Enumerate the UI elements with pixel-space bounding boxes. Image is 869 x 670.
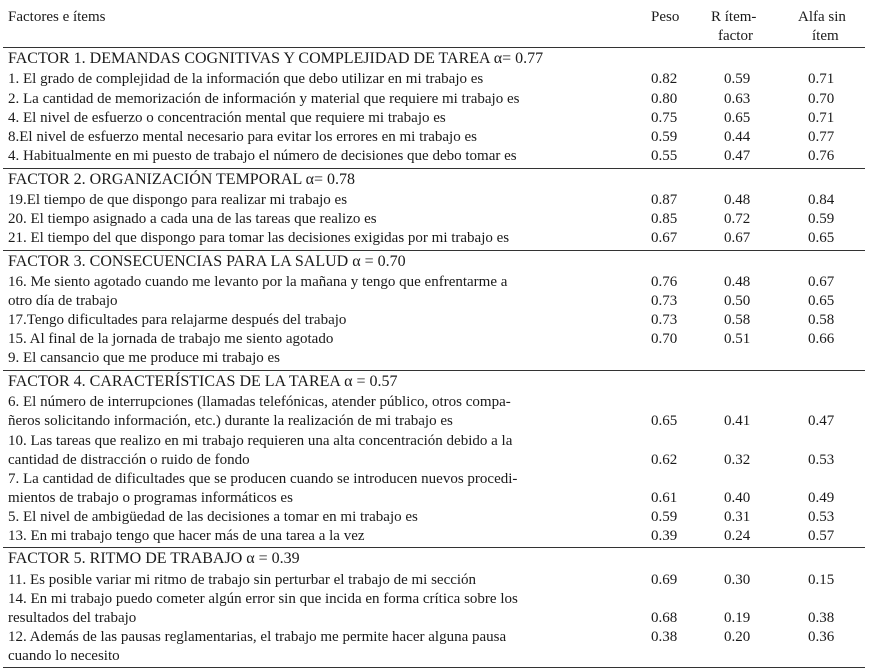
r-value: 0.19 (724, 610, 751, 626)
peso-value: 0.73 (651, 312, 678, 328)
peso-value: 0.39 (651, 528, 678, 544)
alfa-value: 0.38 (808, 610, 835, 626)
r-value: 0.63 (724, 91, 751, 107)
factor-divider (3, 370, 865, 371)
r-value: 0.59 (724, 71, 751, 87)
item-text: 19.El tiempo de que dispongo para realizar mi trabajo es (8, 192, 348, 208)
header-peso: Peso (651, 9, 680, 25)
r-value: 0.72 (724, 211, 751, 227)
header-alfa-line2: ítem (812, 28, 839, 44)
peso-value: 0.67 (651, 230, 678, 246)
item-text: mientos de trabajo o programas informáticos es (8, 490, 293, 506)
factor-title: FACTOR 5. RITMO DE TRABAJO α = 0.39 (8, 550, 300, 567)
item-text: otro día de trabajo (8, 293, 118, 309)
item-text: 21. El tiempo del que dispongo para tomar las decisiones exigidas por mi trabajo es (8, 230, 510, 246)
alfa-value: 0.70 (808, 91, 835, 107)
peso-value: 0.62 (651, 452, 678, 468)
item-text: cuando lo necesito (8, 648, 120, 664)
r-value: 0.48 (724, 192, 751, 208)
r-value: 0.30 (724, 572, 751, 588)
item-text: 13. En mi trabajo tengo que hacer más de una tarea a la vez (8, 528, 365, 544)
alfa-value: 0.47 (808, 413, 835, 429)
table-bottom-rule (3, 667, 865, 668)
peso-value: 0.59 (651, 129, 678, 145)
item-text: 11. Es posible variar mi ritmo de trabajo sin perturbar el trabajo de mi sección (8, 572, 477, 588)
alfa-value: 0.15 (808, 572, 835, 588)
r-value: 0.20 (724, 629, 751, 645)
factor-divider (3, 168, 865, 169)
peso-value: 0.75 (651, 110, 678, 126)
header-r-line2: factor (718, 28, 753, 44)
alfa-value: 0.59 (808, 211, 835, 227)
r-value: 0.50 (724, 293, 751, 309)
item-text: 1. El grado de complejidad de la información que debo utilizar en mi trabajo es (8, 71, 484, 87)
alfa-value: 0.76 (808, 148, 835, 164)
peso-value: 0.65 (651, 413, 678, 429)
item-text: 6. El número de interrupciones (llamadas telefónicas, atender público, otros compa- (8, 394, 511, 410)
peso-value: 0.85 (651, 211, 678, 227)
item-text: 2. La cantidad de memorización de información y material que requiere mi trabajo es (8, 91, 520, 107)
item-text: 4. El nivel de esfuerzo o concentración mental que requiere mi trabajo es (8, 110, 446, 126)
r-value: 0.51 (724, 331, 751, 347)
alfa-value: 0.84 (808, 192, 835, 208)
peso-value: 0.73 (651, 293, 678, 309)
peso-value: 0.87 (651, 192, 678, 208)
r-value: 0.32 (724, 452, 751, 468)
peso-value: 0.61 (651, 490, 678, 506)
peso-value: 0.80 (651, 91, 678, 107)
header-divider (3, 47, 865, 48)
peso-value: 0.82 (651, 71, 678, 87)
alfa-value: 0.57 (808, 528, 835, 544)
peso-value: 0.70 (651, 331, 678, 347)
alfa-value: 0.53 (808, 509, 835, 525)
factor-title: FACTOR 4. CARACTERÍSTICAS DE LA TAREA α = 0.57 (8, 373, 398, 390)
alfa-value: 0.66 (808, 331, 835, 347)
header-alfa-line1: Alfa sin (798, 9, 846, 25)
r-value: 0.48 (724, 274, 751, 290)
item-text: ñeros solicitando información, etc.) durante la realización de mi trabajo es (8, 413, 453, 429)
item-text: resultados del trabajo (8, 610, 137, 626)
r-value: 0.31 (724, 509, 751, 525)
alfa-value: 0.58 (808, 312, 835, 328)
peso-value: 0.69 (651, 572, 678, 588)
r-value: 0.41 (724, 413, 751, 429)
peso-value: 0.59 (651, 509, 678, 525)
item-text: 5. El nivel de ambigüedad de las decisiones a tomar en mi trabajo es (8, 509, 418, 525)
item-text: 17.Tengo dificultades para relajarme después del trabajo (8, 312, 347, 328)
peso-value: 0.38 (651, 629, 678, 645)
r-value: 0.40 (724, 490, 751, 506)
r-value: 0.65 (724, 110, 751, 126)
item-text: 12. Además de las pausas reglamentarias, el trabajo me permite hacer alguna pausa (8, 629, 507, 645)
r-value: 0.58 (724, 312, 751, 328)
item-text: 14. En mi trabajo puedo cometer algún error sin que incida en forma crítica sobre los (8, 591, 518, 607)
factor-title: FACTOR 2. ORGANIZACIÓN TEMPORAL α= 0.78 (8, 171, 356, 188)
r-value: 0.44 (724, 129, 751, 145)
alfa-value: 0.71 (808, 71, 835, 87)
factor-title: FACTOR 3. CONSECUENCIAS PARA LA SALUD α = 0.70 (8, 253, 406, 270)
factor-divider (3, 250, 865, 251)
item-text: 7. La cantidad de dificultades que se producen cuando se introducen nuevos procedi- (8, 471, 518, 487)
r-value: 0.47 (724, 148, 751, 164)
alfa-value: 0.65 (808, 293, 835, 309)
item-text: cantidad de distracción o ruido de fondo (8, 452, 250, 468)
factor-divider (3, 547, 865, 548)
r-value: 0.24 (724, 528, 751, 544)
factor-title: FACTOR 1. DEMANDAS COGNITIVAS Y COMPLEJIDAD DE TAREA α= 0.77 (8, 50, 544, 67)
r-value: 0.67 (724, 230, 751, 246)
item-text: 20. El tiempo asignado a cada una de las tareas que realizo es (8, 211, 377, 227)
item-text: 10. Las tareas que realizo en mi trabajo requieren una alta concentración debido a la (8, 433, 513, 449)
alfa-value: 0.67 (808, 274, 835, 290)
peso-value: 0.76 (651, 274, 678, 290)
alfa-value: 0.77 (808, 129, 835, 145)
alfa-value: 0.49 (808, 490, 835, 506)
peso-value: 0.55 (651, 148, 678, 164)
header-items: Factores e ítems (8, 9, 106, 25)
item-text: 16. Me siento agotado cuando me levanto por la mañana y tengo que enfrentarme a (8, 274, 508, 290)
item-text: 9. El cansancio que me produce mi trabajo es (8, 350, 280, 366)
item-text: 8.El nivel de esfuerzo mental necesario para evitar los errores en mi trabajo es (8, 129, 477, 145)
alfa-value: 0.65 (808, 230, 835, 246)
item-text: 4. Habitualmente en mi puesto de trabajo el número de decisiones que debo tomar es (8, 148, 517, 164)
alfa-value: 0.36 (808, 629, 835, 645)
header-r-line1: R ítem- (711, 9, 757, 25)
peso-value: 0.68 (651, 610, 678, 626)
item-text: 15. Al final de la jornada de trabajo me siento agotado (8, 331, 334, 347)
alfa-value: 0.71 (808, 110, 835, 126)
alfa-value: 0.53 (808, 452, 835, 468)
